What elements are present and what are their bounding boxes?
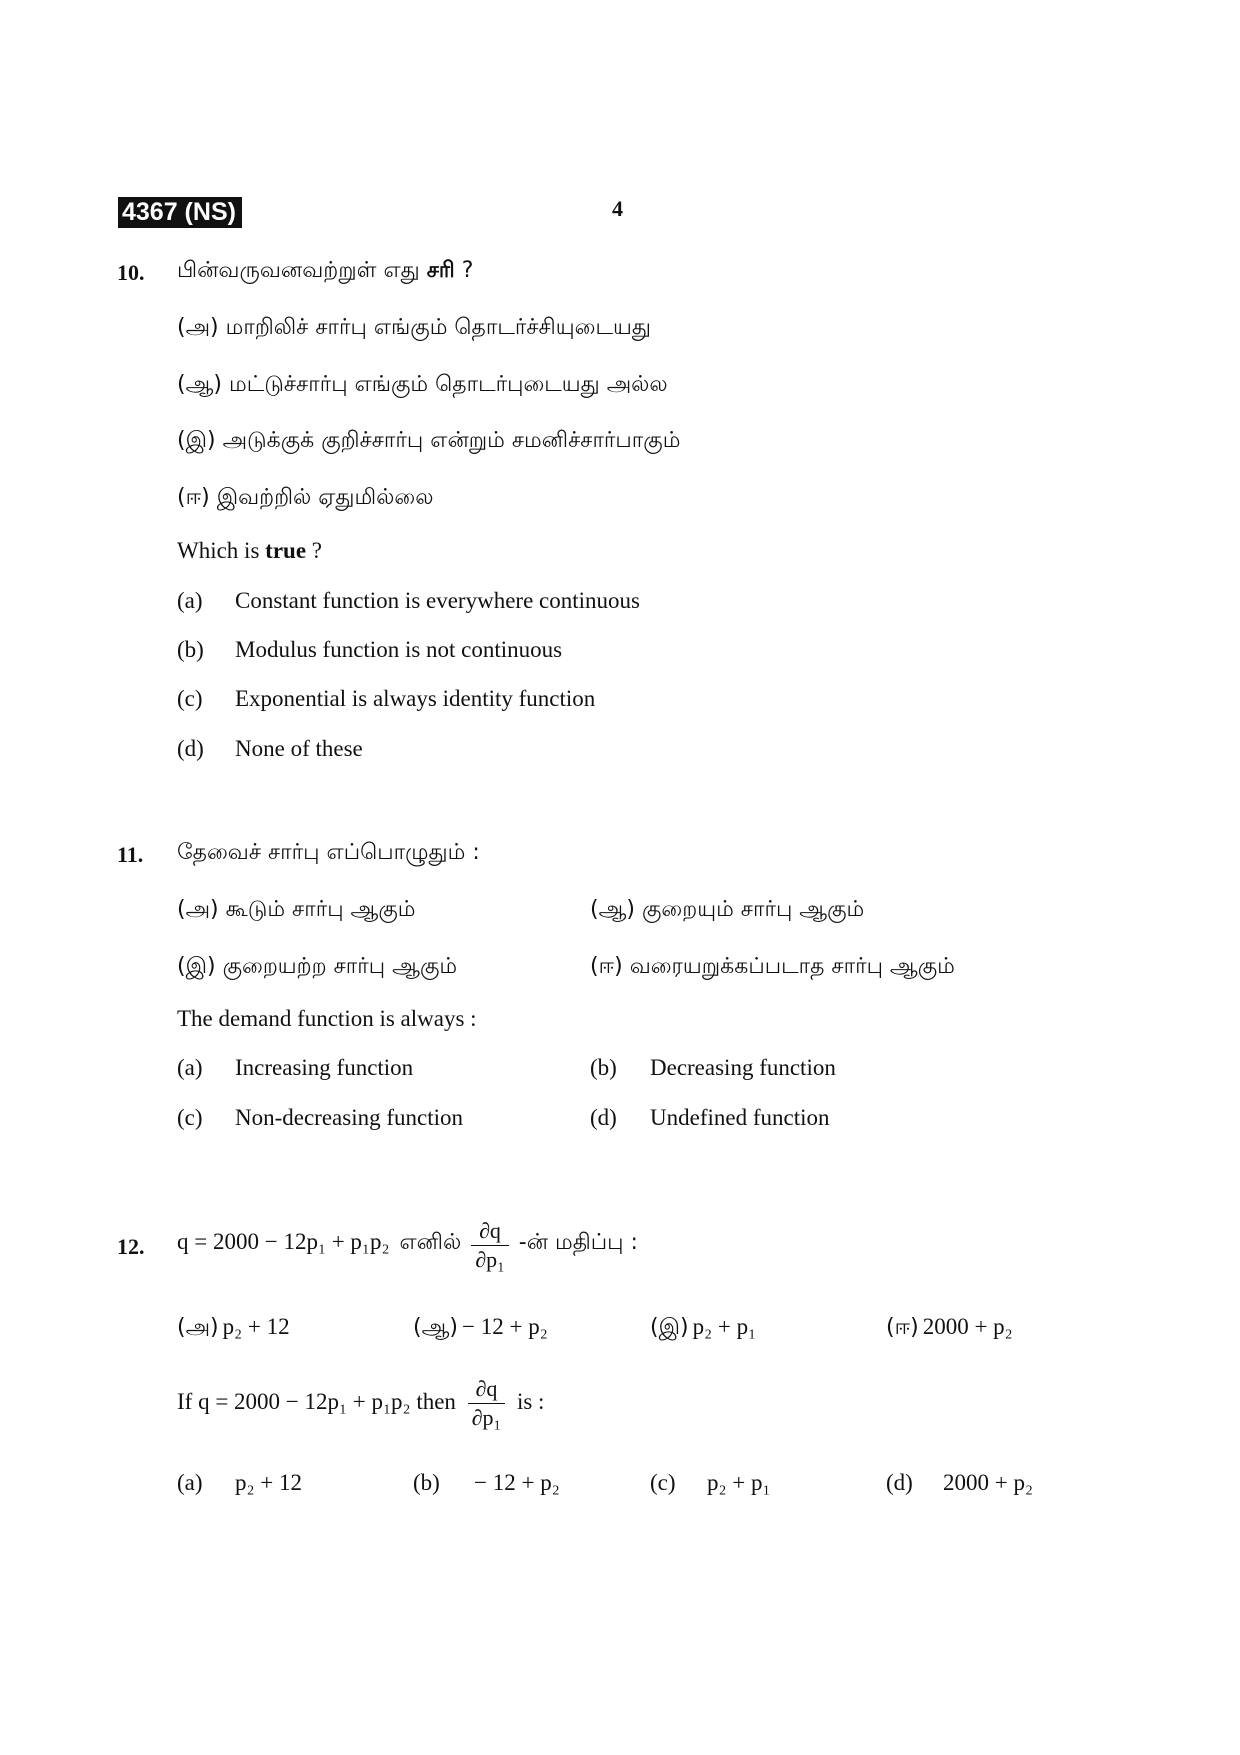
english-is: is : xyxy=(516,1388,545,1414)
q12-ta-option-c xyxy=(650,1314,756,1343)
option-text: குறையும் சார்பு ஆகும் xyxy=(642,897,865,922)
question-11-number: 11. xyxy=(117,842,144,867)
paper-code: 4367 (NS) xyxy=(118,197,242,228)
english-if: If xyxy=(177,1388,193,1414)
fraction-denominator: ∂p₁ xyxy=(471,1405,502,1430)
q10-en-option-b-text: Modulus function is not continuous xyxy=(235,637,563,662)
question-10-tamil-bold: சரி xyxy=(426,258,455,283)
q12-ta-option-d xyxy=(886,1314,1013,1343)
q11-en-option-c-text: Non-decreasing function xyxy=(235,1105,464,1130)
question-10-tamil-text: பின்வருவனவற்றுள் எது xyxy=(177,258,427,283)
option-label: (ஆ) xyxy=(177,372,222,397)
option-label: (ஆ) xyxy=(590,897,635,922)
option-label: (ஈ) xyxy=(886,1315,919,1340)
q10-ta-option-b xyxy=(177,372,668,400)
q11-en-option-b-label: (b) xyxy=(590,1055,617,1080)
option-text: p₂ + p₁ xyxy=(692,1314,757,1339)
q11-ta-option-c xyxy=(177,954,457,982)
option-label: (ஆ) xyxy=(413,1315,458,1340)
fraction-numerator: ∂q xyxy=(471,1218,509,1246)
option-text: மாறிலிச் சார்பு எங்கும் தொடர்ச்சியுடையது xyxy=(225,315,651,340)
option-text: மட்டுச்சார்பு எங்கும் தொடர்புடையது அல்ல xyxy=(229,372,668,397)
q10-ta-option-c xyxy=(177,428,680,456)
q11-en-option-d-label: (d) xyxy=(590,1105,617,1130)
q12-en-option-a-text: p₂ + 12 xyxy=(235,1470,302,1495)
q11-ta-option-b xyxy=(590,897,864,925)
option-label: (இ) xyxy=(177,954,216,979)
option-text: p₂ + 12 xyxy=(222,1314,290,1339)
option-label: (ஈ) xyxy=(590,954,623,979)
q11-en-option-c-label: (c) xyxy=(177,1105,203,1130)
equation: q = 2000 − 12p₁ + p₁p₂ xyxy=(177,1229,390,1255)
question-10-tamil-suffix: ? xyxy=(454,258,474,283)
question-10-english-text: Which is xyxy=(177,538,266,563)
option-text: குறையற்ற சார்பு ஆகும் xyxy=(222,954,458,979)
question-10-tamil xyxy=(177,258,473,286)
q12-ta-option-b xyxy=(413,1314,548,1343)
fraction-denominator: ∂p₁ xyxy=(475,1247,505,1272)
fraction-numerator: ∂q xyxy=(468,1376,506,1404)
tamil-suffix: -ன் மதிப்பு : xyxy=(518,1230,638,1256)
option-text: கூடும் சார்பு ஆகும் xyxy=(225,897,416,922)
english-then: then xyxy=(416,1388,456,1414)
page-number: 4 xyxy=(612,196,623,221)
q10-en-option-d-text: None of these xyxy=(235,736,363,761)
option-text: வரையறுக்கப்படாத சார்பு ஆகும் xyxy=(629,954,955,979)
question-12-number: 12. xyxy=(117,1234,145,1259)
partial-derivative-fraction xyxy=(468,1376,506,1431)
tamil-if: எனில் xyxy=(399,1230,462,1256)
option-text: இவற்றில் ஏதுமில்லை xyxy=(216,485,434,510)
option-text: அடுக்குக் குறிச்சார்பு என்றும் சமனிச்சார்பாகும் xyxy=(222,428,681,453)
question-12-english xyxy=(177,1376,544,1431)
q10-ta-option-a xyxy=(177,315,651,343)
q11-ta-option-a xyxy=(177,897,416,925)
option-label: (இ) xyxy=(650,1315,689,1340)
q11-en-option-b-text: Decreasing function xyxy=(650,1055,836,1080)
q12-en-option-c-text: p₂ + p₁ xyxy=(707,1470,771,1495)
option-text: − 12 + p₂ xyxy=(462,1314,548,1339)
q10-en-option-c-text: Exponential is always identity function xyxy=(235,686,596,711)
q11-en-option-a-text: Increasing function xyxy=(235,1055,414,1080)
option-label: (அ) xyxy=(177,1315,219,1340)
option-label: (அ) xyxy=(177,315,219,340)
q12-en-option-b-text: − 12 + p₂ xyxy=(474,1470,560,1495)
question-11-tamil: தேவைச் சார்பு எப்பொழுதும் : xyxy=(177,840,480,865)
q12-en-option-d-text: 2000 + p₂ xyxy=(943,1470,1033,1495)
q10-en-option-b-label: (b) xyxy=(177,637,204,662)
q12-en-option-c-label: (c) xyxy=(650,1470,676,1495)
q12-en-option-a-label: (a) xyxy=(177,1470,203,1495)
q10-en-option-a-label: (a) xyxy=(177,588,203,613)
q11-en-option-a-label: (a) xyxy=(177,1055,203,1080)
option-label: (அ) xyxy=(177,897,219,922)
question-11-english: The demand function is always : xyxy=(177,1006,477,1031)
question-10-english xyxy=(177,538,322,564)
option-label: (இ) xyxy=(177,428,216,453)
option-text: 2000 + p₂ xyxy=(922,1314,1013,1339)
q10-ta-option-d xyxy=(177,485,434,513)
q12-ta-option-a xyxy=(177,1314,290,1343)
question-10-english-bold: true xyxy=(265,538,307,563)
q11-en-option-d-text: Undefined function xyxy=(650,1105,830,1130)
option-label: (ஈ) xyxy=(177,485,210,510)
question-10-english-suffix: ? xyxy=(306,538,322,563)
question-10-number: 10. xyxy=(117,260,145,285)
q10-en-option-a-text: Constant function is everywhere continuous xyxy=(235,588,640,613)
q12-en-option-d-label: (d) xyxy=(886,1470,913,1495)
q10-en-option-c-label: (c) xyxy=(177,686,203,711)
partial-derivative-fraction xyxy=(471,1218,509,1273)
q12-en-option-b-label: (b) xyxy=(413,1470,440,1495)
q11-ta-option-d xyxy=(590,954,955,982)
q10-en-option-d-label: (d) xyxy=(177,736,204,761)
equation: q = 2000 − 12p₁ + p₁p₂ xyxy=(198,1388,411,1414)
question-12-tamil xyxy=(177,1218,638,1273)
